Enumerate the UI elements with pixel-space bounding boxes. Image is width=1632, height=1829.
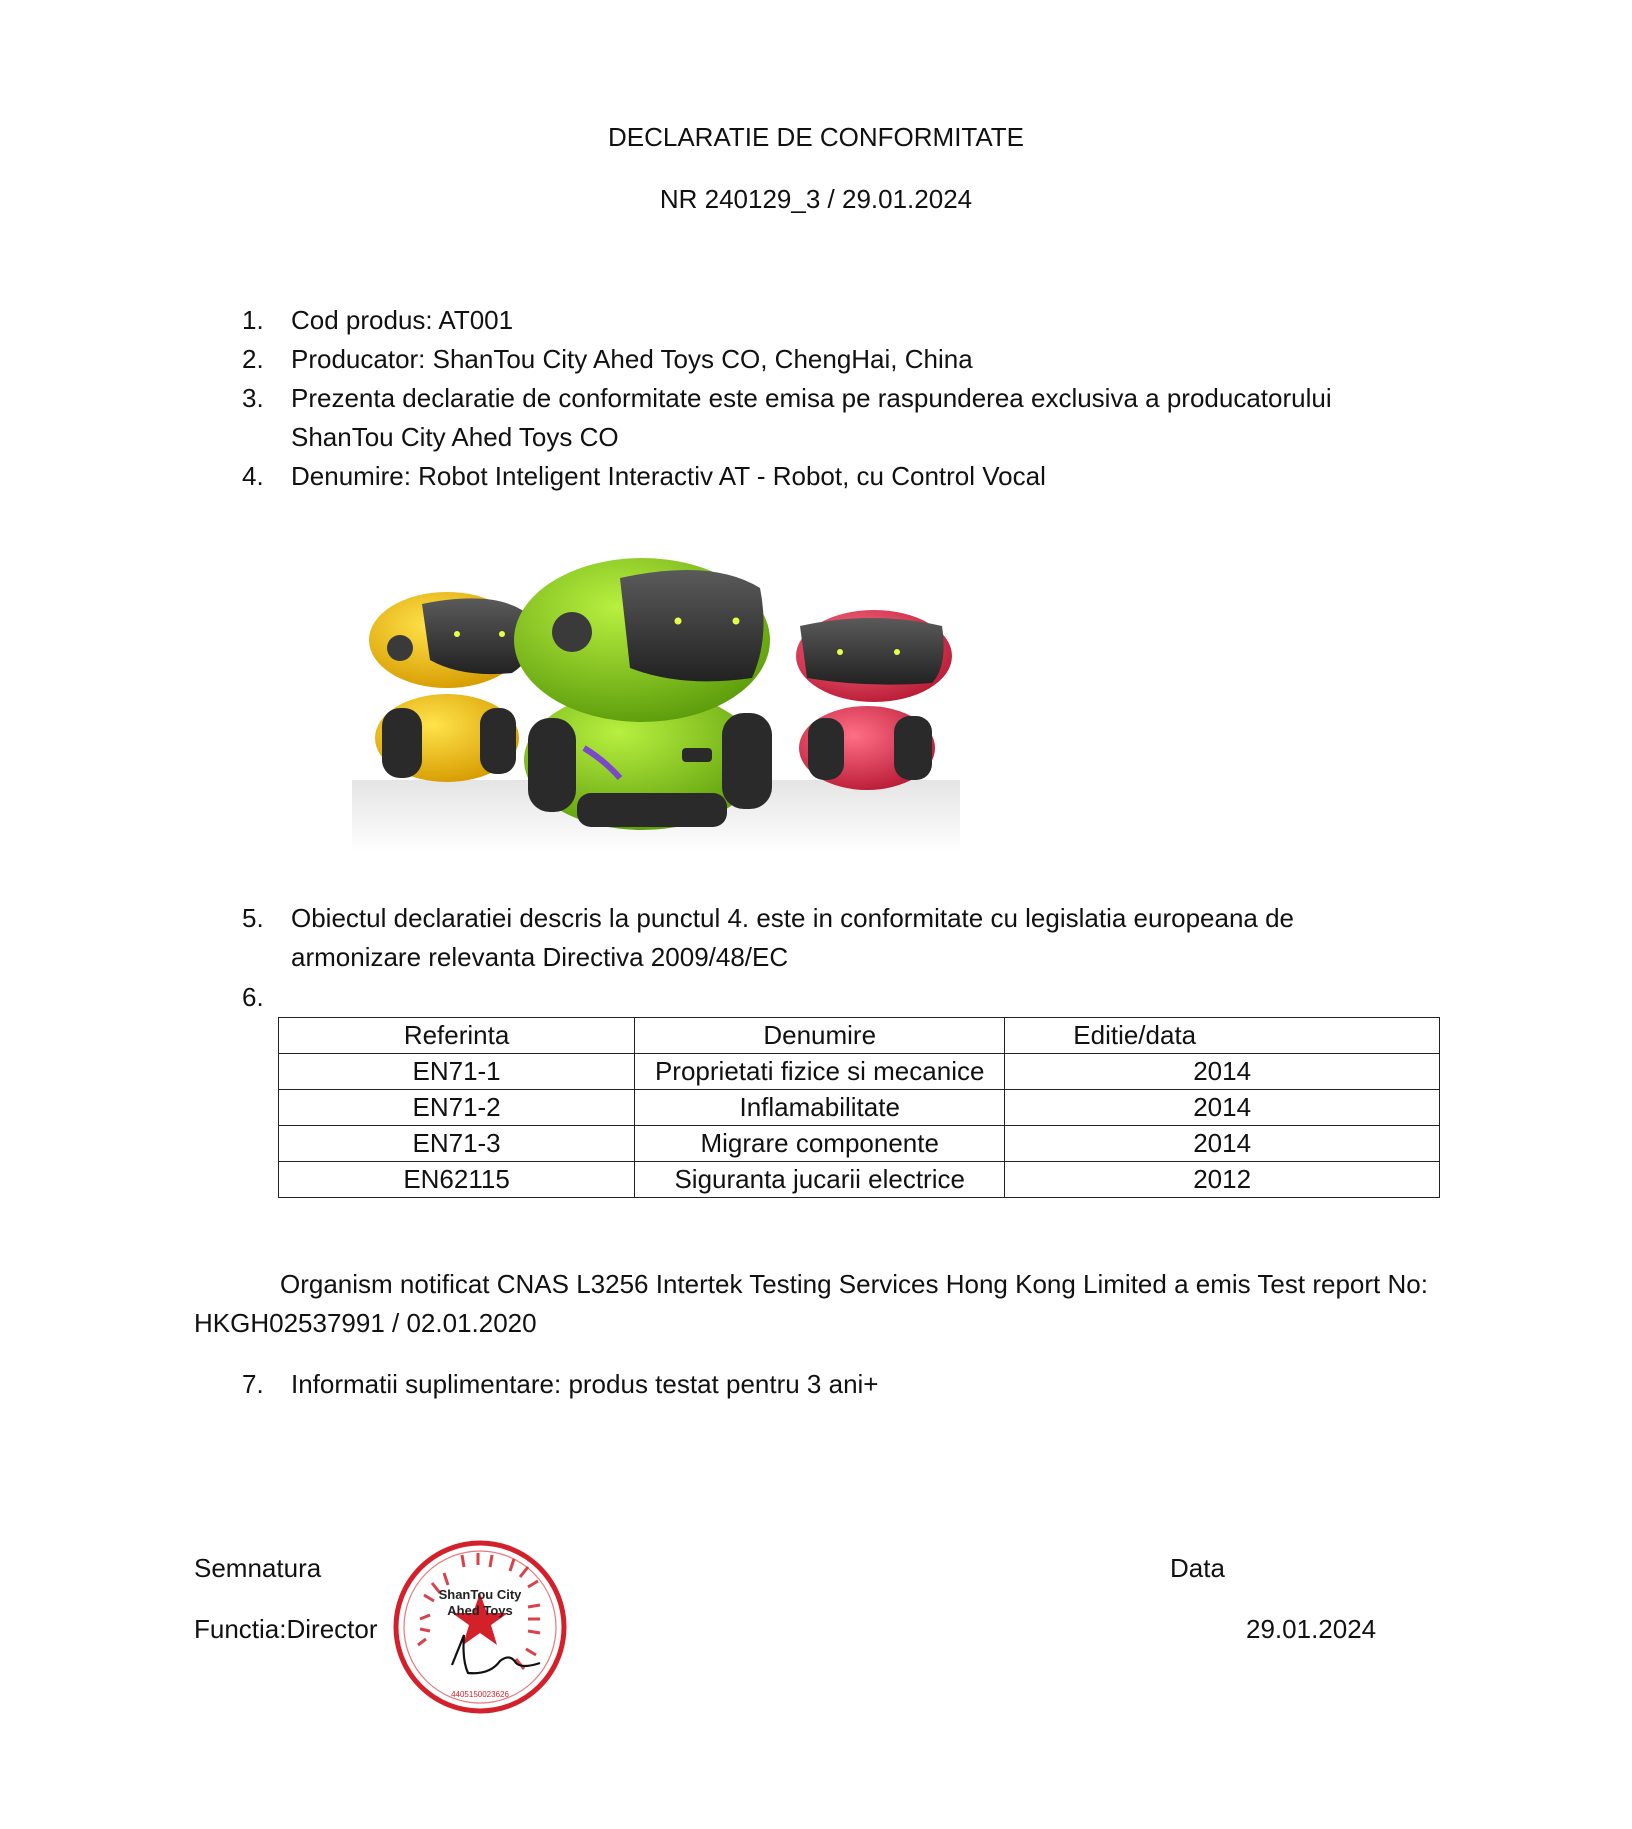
data-label: Data <box>1170 1553 1225 1583</box>
stamp-text-line2: Ahed Toys <box>447 1603 513 1618</box>
company-stamp <box>390 1535 570 1720</box>
table-cell: EN71-3 <box>279 1126 635 1162</box>
table-cell: EN71-1 <box>279 1054 635 1090</box>
table-cell: 2014 <box>1005 1054 1440 1090</box>
semnatura-label: Semnatura <box>194 1553 322 1583</box>
item-1-number: 1. <box>242 305 264 335</box>
item-3-text-line1: Prezenta declaratie de conformitate este emisa pe raspunderea exclusiva a producatorului <box>291 383 1332 413</box>
standards-table <box>278 1017 1440 1198</box>
table-cell: EN62115 <box>279 1162 635 1198</box>
item-6-number: 6. <box>242 982 264 1012</box>
document-title: DECLARATIE DE CONFORMITATE <box>607 122 1025 152</box>
table-header-cell: Editie/data <box>1005 1018 1440 1054</box>
item-2-number: 2. <box>242 344 264 374</box>
table-row <box>279 1126 1440 1162</box>
table-cell: 2014 <box>1005 1090 1440 1126</box>
green-robot-image <box>514 558 772 830</box>
item-5-text-line2: armonizare relevanta Directiva 2009/48/EC <box>291 942 789 972</box>
item-7-number: 7. <box>242 1369 264 1399</box>
item-1-text: Cod produs: AT001 <box>291 305 514 335</box>
item-4-number: 4. <box>242 461 264 491</box>
table-cell: Siguranta jucarii electrice <box>635 1162 1005 1198</box>
table-cell: 2014 <box>1005 1126 1440 1162</box>
table-cell: Migrare componente <box>635 1126 1005 1162</box>
table-cell: 2012 <box>1005 1162 1440 1198</box>
item-3-number: 3. <box>242 383 264 413</box>
functia-label: Functia:Director <box>194 1614 378 1644</box>
table-header-cell: Denumire <box>635 1018 1005 1054</box>
table-row <box>279 1090 1440 1126</box>
table-cell: Proprietati fizice si mecanice <box>635 1054 1005 1090</box>
data-value: 29.01.2024 <box>1246 1614 1377 1644</box>
product-photo <box>352 548 960 854</box>
table-cell: Inflamabilitate <box>635 1090 1005 1126</box>
table-row <box>279 1162 1440 1198</box>
item-5-text-line1: Obiectul declaratiei descris la punctul 4. este in conformitate cu legislatia europeana de <box>291 903 1295 933</box>
item-5-number: 5. <box>242 903 264 933</box>
table-cell: EN71-2 <box>279 1090 635 1126</box>
item-4-text: Denumire: Robot Inteligent Interactiv AT - Robot, cu Control Vocal <box>291 461 1046 491</box>
stamp-code: 4405150023626 <box>451 1690 509 1699</box>
notified-body-line1: Organism notificat CNAS L3256 Intertek Testing Services Hong Kong Limited a emis Test report No: <box>280 1269 1428 1299</box>
notified-body-line2: HKGH02537991 / 02.01.2020 <box>194 1308 537 1338</box>
table-row <box>279 1054 1440 1090</box>
item-3-text-line2: ShanTou City Ahed Toys CO <box>291 422 619 452</box>
item-2-text: Producator: ShanTou City Ahed Toys CO, ChengHai, China <box>291 344 973 374</box>
item-7-text: Informatii suplimentare: produs testat pentru 3 ani+ <box>291 1369 879 1399</box>
stamp-text-line1: ShanTou City <box>438 1587 522 1602</box>
document-number: NR 240129_3 / 29.01.2024 <box>659 184 973 214</box>
table-header-row <box>279 1018 1440 1054</box>
table-header-cell: Referinta <box>279 1018 635 1054</box>
